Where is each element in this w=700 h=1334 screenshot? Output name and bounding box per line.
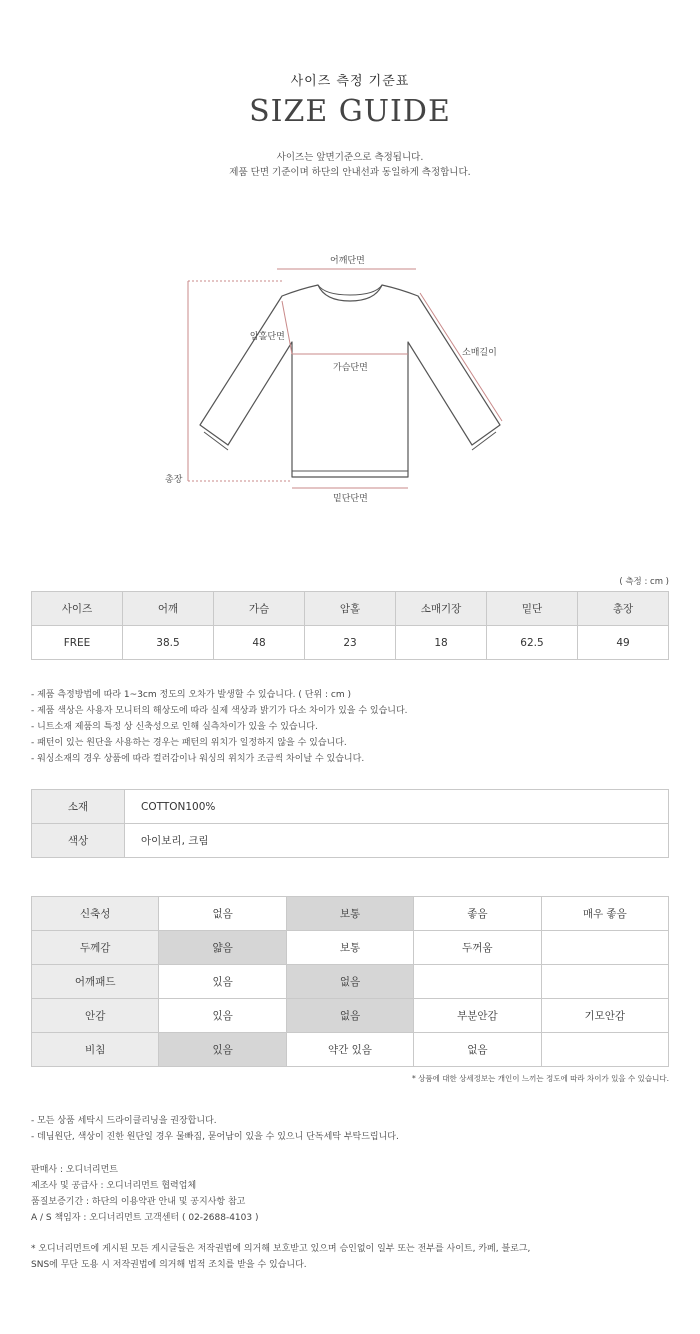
note-line: - 니트소재 제품의 특정 상 신축성으로 인해 실측차이가 있을 수 있습니다.: [31, 722, 318, 732]
option-cell: 있음: [159, 999, 286, 1033]
page-subtitle-korean: 사이즈 측정 기준표: [290, 74, 410, 89]
option-cell: 매우 좋음: [541, 897, 668, 931]
table-cell: 48: [214, 626, 305, 660]
note-line: - 워싱소재의 경우 상품에 따라 컬러감이나 워싱의 위치가 조금씩 차이날 수 있습니다.: [31, 754, 365, 764]
table-cell: 62.5: [487, 626, 578, 660]
option-cell: [541, 1033, 668, 1067]
table-cell: 49: [578, 626, 669, 660]
header-cell: 어깨: [123, 592, 214, 626]
page-title: SIZE GUIDE: [249, 94, 451, 129]
note-line: - 패턴이 있는 원단을 사용하는 경우는 패턴의 위치가 일정하지 않을 수 있습니다.: [31, 738, 347, 748]
table-cell: FREE: [32, 626, 123, 660]
color-value: 아이보리, 크림: [125, 824, 669, 858]
intro-text: [0, 150, 700, 180]
feel-note: * 상품에 대한 상세정보는 개인이 느끼는 정도에 따라 차이가 있을 수 있습니다.: [412, 1074, 669, 1083]
shoulder-label: 어깨단면: [330, 256, 365, 266]
header-cell: 총장: [578, 592, 669, 626]
header-cell: 사이즈: [32, 592, 123, 626]
header-cell: 밑단: [487, 592, 578, 626]
row-label: 안감: [32, 999, 159, 1033]
table-row: [32, 931, 669, 965]
option-cell: [541, 931, 668, 965]
note-line: - 제품 색상은 사용자 모니터의 해상도에 따라 실제 색상과 밝기가 다소 차이가 있을 수 있습니다.: [31, 706, 408, 716]
seller-line: A / S 책임자 : 오디너리먼트 고객센터 ( 02-2688-4103 ): [31, 1213, 259, 1223]
feel-table: [31, 896, 669, 1067]
table-row: [32, 1033, 669, 1067]
option-cell: 좋음: [414, 897, 541, 931]
header-cell: 암홀: [305, 592, 396, 626]
seller-info: [31, 1162, 258, 1226]
size-table-header-row: [32, 592, 669, 626]
option-cell: 있음: [159, 965, 286, 999]
length-label: 총장: [165, 475, 183, 485]
option-cell: 없음: [414, 1033, 541, 1067]
note-line: - 모든 상품 세탁시 드라이클리닝을 권장합니다.: [31, 1116, 217, 1126]
option-cell: 기모안감: [541, 999, 668, 1033]
sweater-illustration: [150, 245, 550, 515]
measurement-notes: [31, 687, 408, 767]
option-cell: [414, 965, 541, 999]
header-cell: 가슴: [214, 592, 305, 626]
row-label: 두께감: [32, 931, 159, 965]
copyright-line: * 오디너리먼트에 게시된 모든 게시글들은 저작권법에 의거해 보호받고 있으며 승인없이 일부 또는 전부를 사이트, 카페, 블로그,: [31, 1244, 531, 1254]
material-table: [31, 789, 669, 858]
option-cell: 부분안감: [414, 999, 541, 1033]
intro-line: 제품 단면 기준이며 하단의 안내선과 동일하게 측정합니다.: [229, 167, 471, 178]
unit-note: ( 측정 : cm ): [619, 577, 669, 587]
note-line: - 제품 측정방법에 따라 1~3cm 정도의 오차가 발생할 수 있습니다. ( 단위 : cm ): [31, 690, 351, 700]
material-value: COTTON100%: [125, 790, 669, 824]
sleeve-label: 소매길이: [462, 348, 497, 358]
chest-label: 가슴단면: [333, 363, 368, 373]
row-label: 비침: [32, 1033, 159, 1067]
garment-outline: [200, 285, 500, 477]
option-cell: [541, 965, 668, 999]
material-label: 소재: [32, 790, 125, 824]
table-cell: 18: [396, 626, 487, 660]
table-cell: 38.5: [123, 626, 214, 660]
row-label: 어깨패드: [32, 965, 159, 999]
header-cell: 소매기장: [396, 592, 487, 626]
option-cell: 보통: [286, 897, 413, 931]
hem-label: 밑단단면: [333, 494, 368, 504]
table-row: [32, 999, 669, 1033]
note-line: - 데님원단, 색상이 진한 원단일 경우 물빠짐, 묻어남이 있을 수 있으니 단독세탁 부탁드립니다.: [31, 1132, 399, 1142]
table-row: [32, 790, 669, 824]
option-cell: 없음: [159, 897, 286, 931]
size-table: [31, 591, 669, 660]
seller-line: 품질보증기간 : 하단의 이용약관 안내 및 공지사항 참고: [31, 1197, 246, 1207]
seller-line: 제조사 및 공급사 : 오디너리먼트 협력업체: [31, 1181, 197, 1191]
table-row: [32, 626, 669, 660]
table-row: [32, 897, 669, 931]
seller-line: 판매사 : 오디너리먼트: [31, 1165, 119, 1175]
measurement-diagram: [150, 245, 550, 515]
option-cell: 약간 있음: [286, 1033, 413, 1067]
color-label: 색상: [32, 824, 125, 858]
option-cell: 얇음: [159, 931, 286, 965]
intro-line: 사이즈는 앞면기준으로 측정됩니다.: [276, 152, 424, 163]
copyright-notice: [31, 1241, 530, 1273]
cuff-rib-right: [472, 432, 496, 450]
cuff-rib-left: [204, 432, 228, 450]
care-notes: [31, 1113, 399, 1145]
neck-rib: [318, 285, 382, 295]
option-cell: 없음: [286, 999, 413, 1033]
table-cell: 23: [305, 626, 396, 660]
option-cell: 없음: [286, 965, 413, 999]
armhole-measure-line: [282, 301, 292, 354]
table-row: [32, 824, 669, 858]
option-cell: 있음: [159, 1033, 286, 1067]
copyright-line: SNS에 무단 도용 시 저작권법에 의거해 법적 조치를 받을 수 있습니다.: [31, 1260, 307, 1270]
option-cell: 보통: [286, 931, 413, 965]
armhole-label: 암홀단면: [250, 332, 285, 342]
row-label: 신축성: [32, 897, 159, 931]
option-cell: 두꺼움: [414, 931, 541, 965]
table-row: [32, 965, 669, 999]
